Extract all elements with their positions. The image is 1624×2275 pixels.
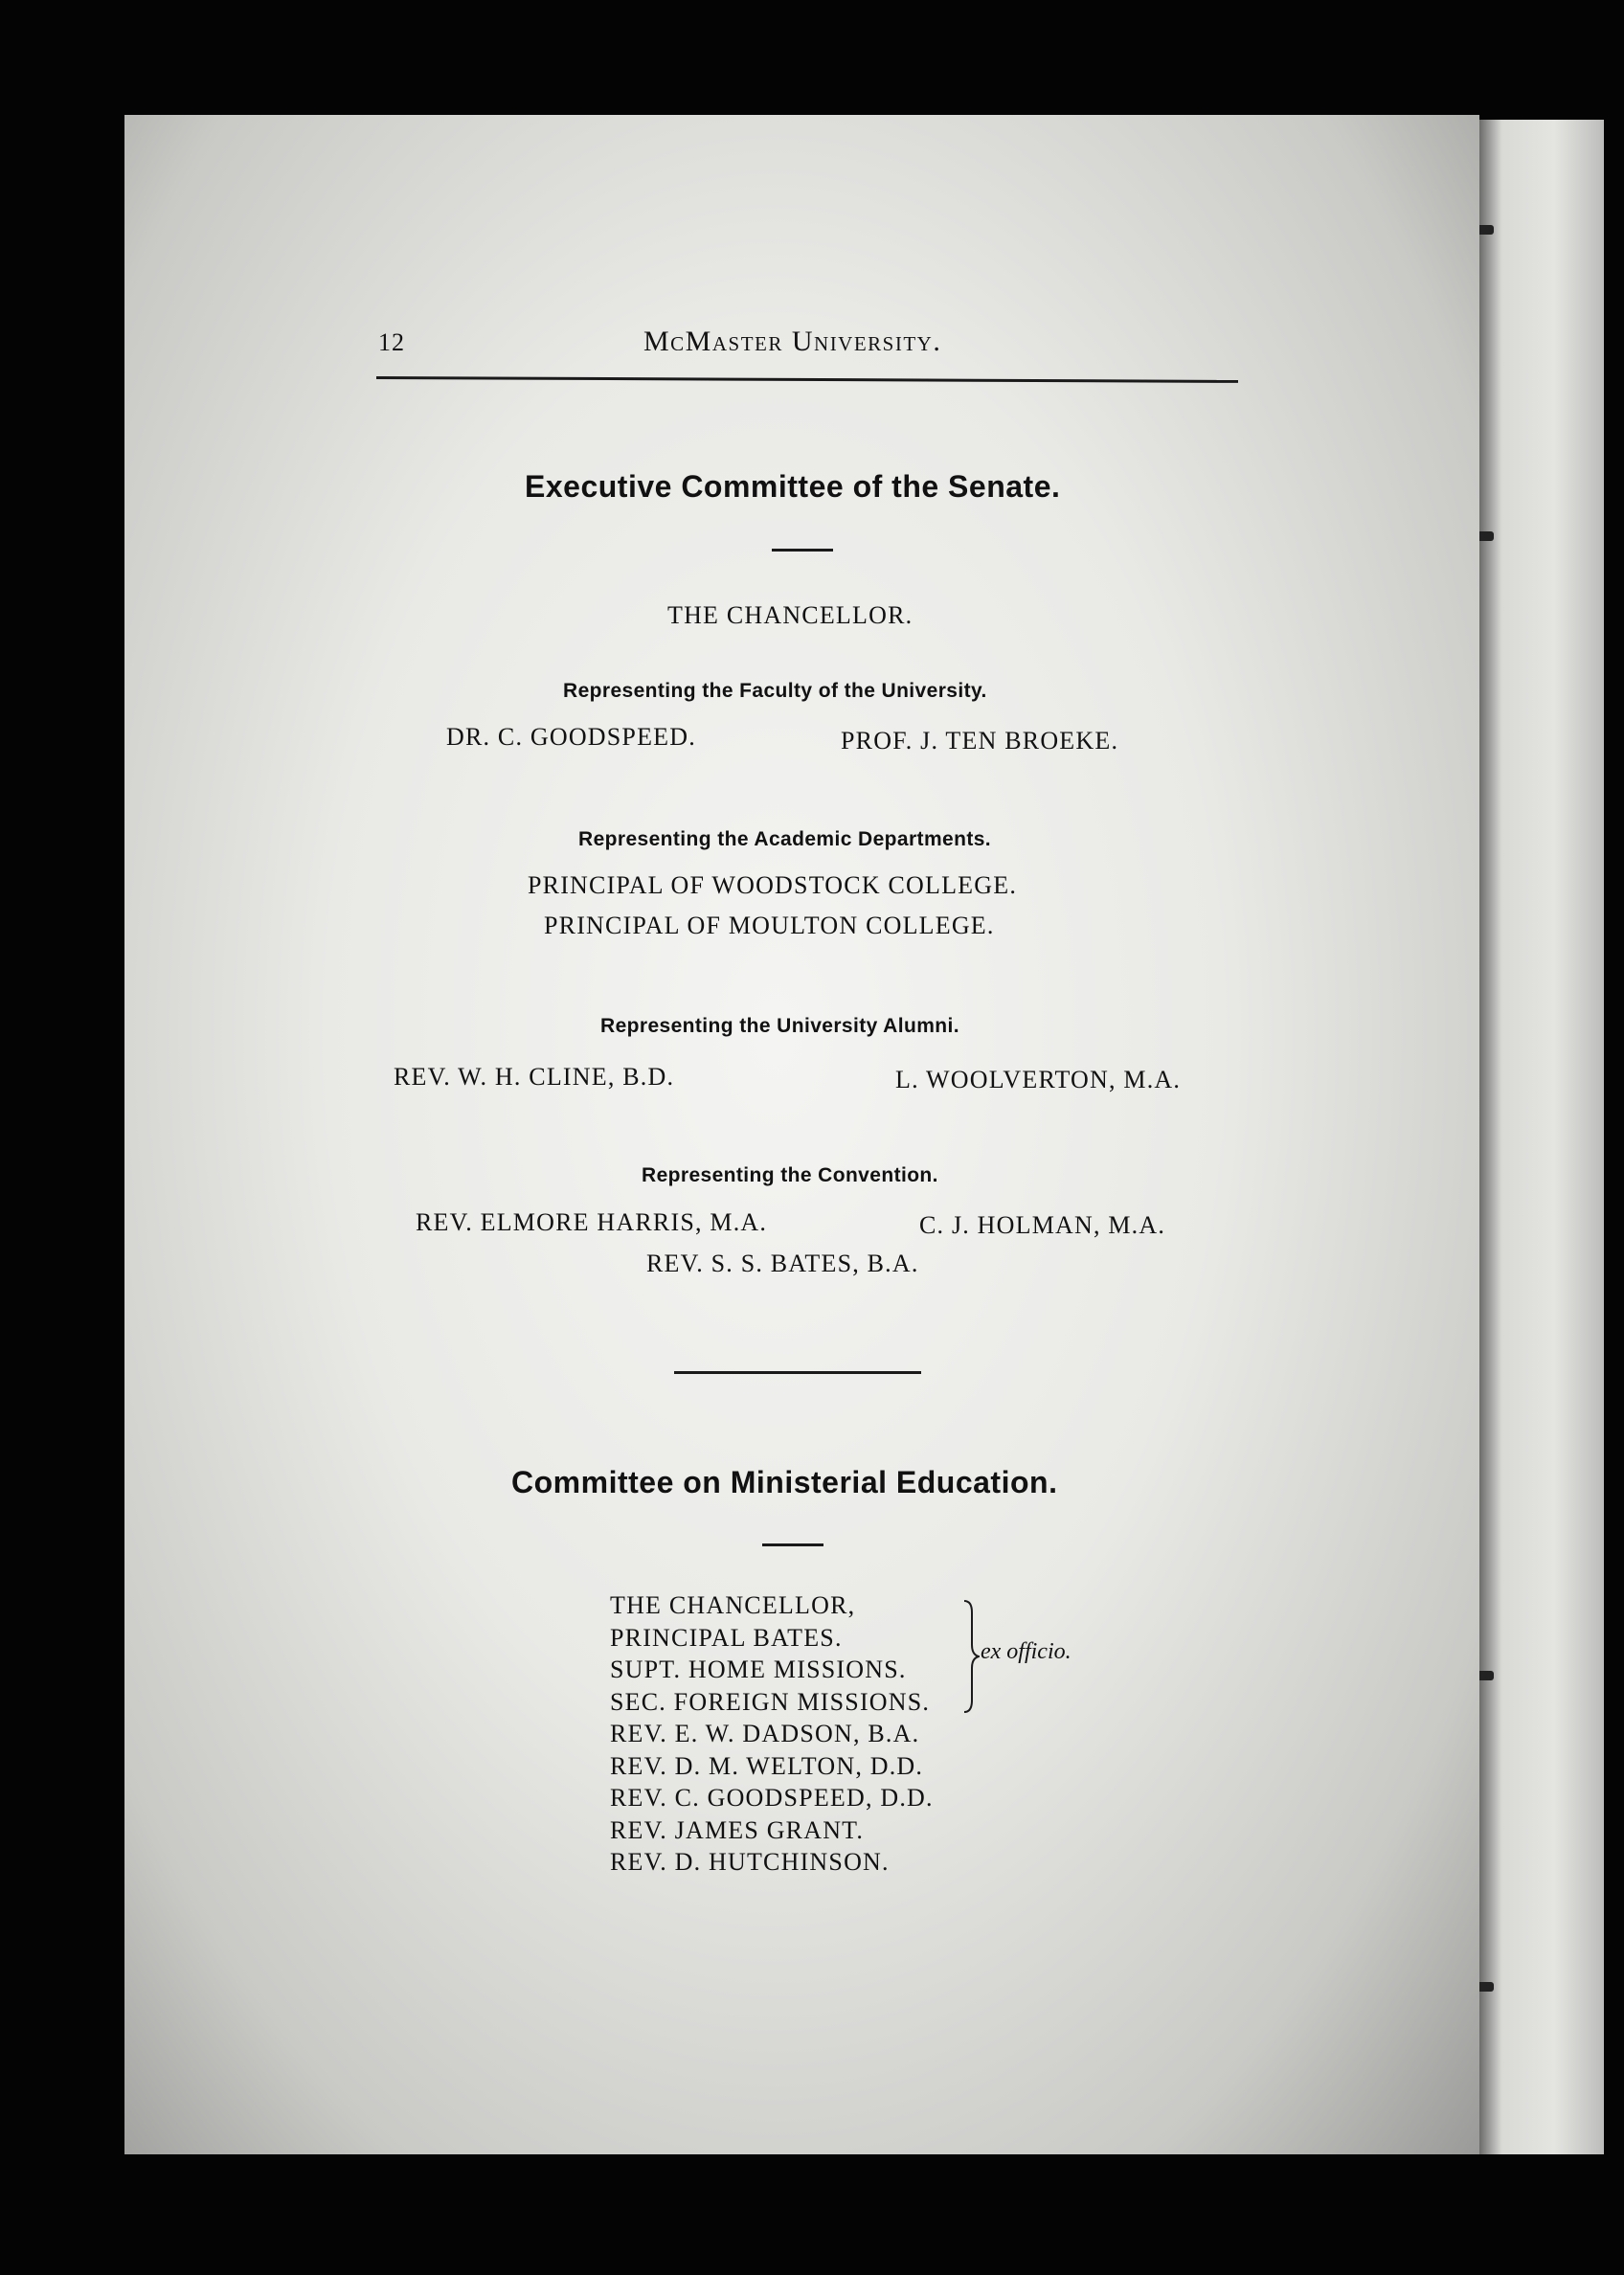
chancellor-entry: THE CHANCELLOR. bbox=[667, 601, 914, 629]
section-separator-rule bbox=[674, 1371, 921, 1374]
adjacent-page-edge bbox=[1479, 120, 1604, 2154]
academic-heading: Representing the Academic Departments. bbox=[578, 828, 992, 850]
curly-brace-icon bbox=[962, 1599, 980, 1714]
member-name: DR. C. GOODSPEED. bbox=[446, 723, 696, 751]
list-item: PRINCIPAL BATES. bbox=[610, 1623, 843, 1652]
list-item: REV. D. HUTCHINSON. bbox=[610, 1848, 890, 1876]
member-name: REV. W. H. CLINE, B.D. bbox=[394, 1063, 675, 1091]
running-title: McMaster University. bbox=[643, 326, 942, 357]
member-name: PRINCIPAL OF WOODSTOCK COLLEGE. bbox=[528, 871, 1018, 899]
convention-heading: Representing the Convention. bbox=[642, 1164, 938, 1186]
list-item: THE CHANCELLOR, bbox=[610, 1591, 856, 1619]
list-item: SUPT. HOME MISSIONS. bbox=[610, 1656, 907, 1683]
ministerial-committee-title: Committee on Ministerial Education. bbox=[511, 1465, 1058, 1499]
list-item: SEC. FOREIGN MISSIONS. bbox=[610, 1687, 931, 1716]
member-list bbox=[610, 1589, 934, 1879]
member-name: PRINCIPAL OF MOULTON COLLEGE. bbox=[544, 912, 995, 939]
faculty-heading: Representing the Faculty of the University. bbox=[563, 680, 987, 702]
list-item: REV. D. M. WELTON, D.D. bbox=[610, 1751, 924, 1780]
member-name: REV. ELMORE HARRIS, M.A. bbox=[416, 1208, 768, 1236]
page-number: 12 bbox=[378, 328, 405, 356]
section-divider bbox=[772, 549, 833, 552]
member-name: REV. S. S. BATES, B.A. bbox=[646, 1250, 919, 1277]
member-name: C. J. HOLMAN, M.A. bbox=[919, 1211, 1166, 1239]
ex-officio-label: ex officio. bbox=[981, 1639, 1071, 1664]
member-name: L. WOOLVERTON, M.A. bbox=[895, 1066, 1182, 1093]
section-divider bbox=[762, 1543, 823, 1546]
list-item: REV. E. W. DADSON, B.A. bbox=[610, 1720, 920, 1747]
list-item: REV. C. GOODSPEED, D.D. bbox=[610, 1784, 934, 1812]
alumni-heading: Representing the University Alumni. bbox=[600, 1015, 959, 1037]
member-name: PROF. J. TEN BROEKE. bbox=[841, 727, 1119, 755]
executive-committee-title: Executive Committee of the Senate. bbox=[525, 469, 1061, 504]
list-item: REV. JAMES GRANT. bbox=[610, 1815, 865, 1844]
